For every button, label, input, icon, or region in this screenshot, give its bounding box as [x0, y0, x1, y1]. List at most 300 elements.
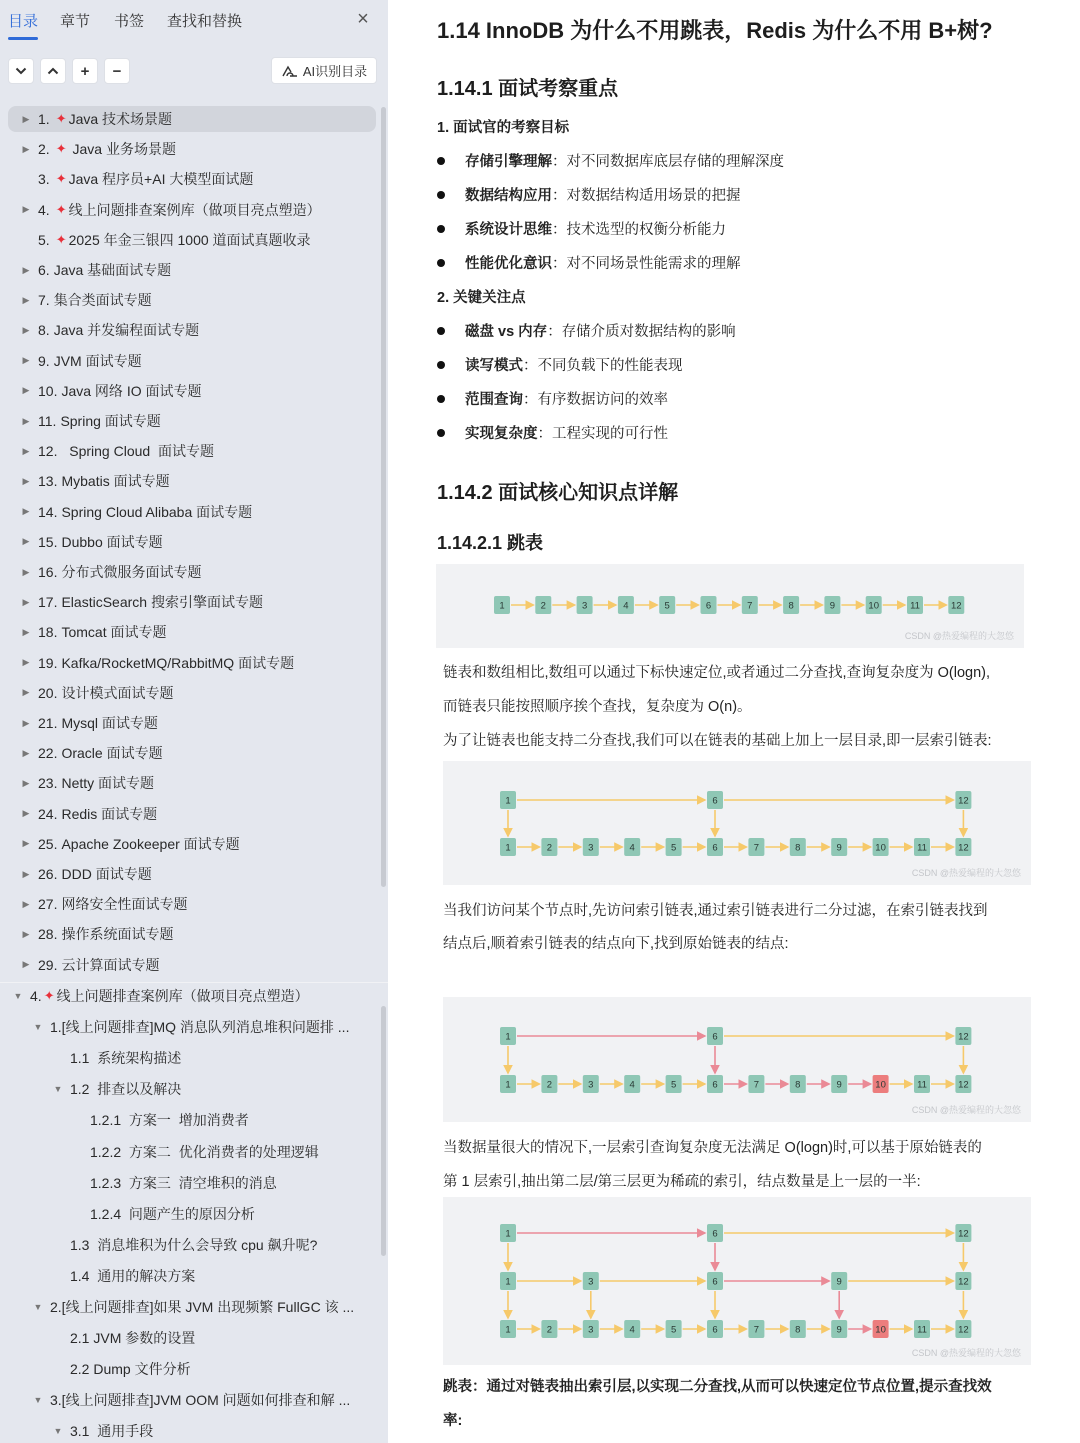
toc-item[interactable]: [12, 983, 309, 1009]
skiplist-node: [948, 596, 964, 614]
svg-text:4: 4: [629, 1324, 635, 1336]
caret-right-icon[interactable]: ▶: [22, 264, 30, 275]
toc-item[interactable]: [20, 197, 321, 223]
toc-item-label: 网络安全性面试专题: [61, 896, 188, 913]
watermark: CSDN @热爱编程的大忽悠: [911, 868, 1021, 878]
skiplist-node: [541, 1320, 557, 1338]
toc-item[interactable]: [20, 589, 263, 615]
toc-item-label: 3.1 通用手段: [70, 1423, 154, 1440]
bullet-term: 存储引擎理解: [465, 154, 552, 170]
toc-item-number: 15.: [38, 533, 58, 550]
skiplist-node: [783, 596, 799, 614]
svg-text:6: 6: [712, 1079, 718, 1091]
toc-item[interactable]: [52, 1325, 195, 1351]
caret-right-icon[interactable]: ▶: [22, 687, 30, 698]
toc-item-label: 1.2.1 方案一 增加消费者: [90, 1112, 249, 1129]
skiplist-node: [873, 838, 889, 856]
caret-right-icon[interactable]: ▶: [22, 415, 30, 426]
svg-text:3: 3: [588, 1079, 594, 1091]
paragraph: 而链表只能按照顺序挨个查找，复杂度为 O(n)。: [443, 699, 752, 715]
toc-item-number: 13.: [38, 473, 58, 490]
svg-text:11: 11: [917, 1324, 927, 1336]
toc-item-label: 线上问题排查案例库（做项目亮点塑造）: [68, 201, 321, 218]
caret-right-icon[interactable]: ▶: [22, 506, 30, 517]
caret-right-icon[interactable]: ▶: [22, 868, 30, 879]
toc-item[interactable]: [20, 529, 163, 555]
watermark: CSDN @热爱编程的大忽悠: [911, 1105, 1021, 1115]
toc-item-number: 18.: [38, 624, 58, 641]
svg-text:6: 6: [712, 1228, 718, 1240]
toc-item-label: JVM 面试专题: [53, 352, 142, 369]
skiplist-node: [577, 596, 593, 614]
pin-icon: ✦: [43, 988, 55, 1003]
tab-bookmarks[interactable]: 书签: [114, 13, 145, 30]
subheading-goals: 1. 面试官的考察目标: [437, 120, 570, 136]
caret-right-icon[interactable]: ▶: [22, 777, 30, 788]
bullet-item: [437, 184, 741, 205]
svg-text:5: 5: [670, 842, 677, 854]
chevron-down-icon: [15, 67, 27, 75]
caret-right-icon[interactable]: ▶: [22, 566, 30, 577]
paragraph: 链表和数组相比,数组可以通过下标快速定位,或者通过二分查找,查询复杂度为 O(logn),: [443, 665, 990, 681]
toc-item[interactable]: [20, 468, 170, 494]
caret-right-icon[interactable]: ▶: [22, 113, 30, 124]
svg-text:11: 11: [917, 842, 927, 854]
svg-text:4: 4: [629, 1079, 635, 1091]
toc-item[interactable]: [20, 770, 154, 796]
toc-item-label: 1.4 通用的解决方案: [70, 1267, 196, 1284]
svg-text:7: 7: [753, 1079, 760, 1091]
skiplist-figure-1: [436, 564, 1024, 648]
toc-item-label: 线上问题排查案例库（做项目亮点塑造）: [56, 988, 309, 1004]
bullet-icon: [437, 191, 445, 199]
caret-right-icon[interactable]: ▶: [22, 596, 30, 607]
skiplist-node: [748, 1320, 764, 1338]
toc-item-label: 1.2.4 问题产生的原因分析: [90, 1205, 255, 1222]
svg-text:2: 2: [546, 1324, 553, 1336]
skiplist-node: [955, 838, 971, 856]
toc-item-label: 3.[线上问题排查]JVM OOM 问题如何排查和解 ...: [50, 1392, 351, 1409]
skiplist-node: [624, 838, 640, 856]
toc-item-label: Oracle 面试专题: [61, 745, 163, 762]
skiplist-node: [707, 1075, 723, 1093]
caret-right-icon[interactable]: ▶: [22, 717, 30, 728]
svg-text:6: 6: [712, 1324, 718, 1336]
skiplist-node: [666, 1075, 682, 1093]
bullet-item: [437, 320, 736, 341]
toc-item-number: 10.: [38, 382, 58, 399]
bullet-desc: ：存储介质对数据结构的影响: [547, 324, 736, 340]
toc-item-label: Apache Zookeeper 面试专题: [61, 835, 240, 852]
skiplist-figure-2: [443, 761, 1031, 885]
toc-item[interactable]: [52, 1356, 191, 1382]
toc-item-label: Redis 面试专题: [61, 805, 158, 822]
svg-text:7: 7: [747, 600, 753, 612]
skiplist-node: [666, 838, 682, 856]
skiplist-figure-3: [443, 997, 1031, 1122]
remove-entry-button[interactable]: [104, 58, 130, 84]
toc-item[interactable]: [52, 1076, 181, 1102]
bullet-item: [437, 150, 784, 171]
caret-down-icon[interactable]: ▼: [33, 1302, 43, 1312]
caret-right-icon[interactable]: ▶: [22, 143, 30, 154]
svg-text:8: 8: [795, 842, 801, 854]
add-entry-button[interactable]: [72, 58, 98, 84]
watermark: CSDN @热爱编程的大忽悠: [911, 1348, 1021, 1358]
toc-scrollbar-bottom[interactable]: [381, 1006, 386, 1256]
svg-text:11: 11: [917, 1079, 927, 1091]
caret-down-icon[interactable]: ▼: [33, 1395, 43, 1406]
expand-all-button[interactable]: [8, 58, 34, 84]
toc-item-label: Spring Cloud Alibaba 面试专题: [61, 503, 253, 520]
toc-item[interactable]: [72, 1201, 255, 1227]
svg-text:6: 6: [712, 795, 718, 807]
toc-item[interactable]: [52, 1418, 153, 1443]
toc-item-number: 23.: [38, 775, 58, 792]
toc-item-number: 1.: [38, 111, 50, 127]
skiplist-node: [955, 1320, 971, 1338]
bullet-term: 系统设计思维: [465, 222, 552, 238]
bullet-icon: [437, 157, 445, 165]
bullet-icon: [437, 225, 445, 233]
skiplist-node: [831, 1320, 847, 1338]
pin-icon: ✦: [55, 141, 67, 157]
svg-text:3: 3: [581, 600, 588, 612]
toc-item-label: 分布式微服务面试专题: [61, 564, 202, 580]
toc-item[interactable]: [72, 1139, 319, 1165]
svg-text:8: 8: [788, 600, 794, 612]
toc-item-label: 1.1 系统架构描述: [70, 1050, 182, 1067]
skiplist-node: [500, 1075, 516, 1093]
svg-text:3: 3: [588, 1324, 594, 1336]
skiplist-node: [790, 838, 806, 856]
caret-right-icon[interactable]: ▶: [22, 536, 30, 547]
skiplist-node: [666, 1320, 682, 1338]
toc-item[interactable]: [72, 1107, 249, 1133]
svg-text:10: 10: [868, 600, 879, 612]
toc-item[interactable]: [72, 1170, 277, 1196]
svg-text:1: 1: [505, 1276, 511, 1288]
skiplist-node: [707, 1027, 723, 1045]
toc-item[interactable]: [20, 227, 311, 253]
plus-icon: +: [80, 62, 90, 80]
caret-right-icon[interactable]: ▶: [22, 355, 30, 366]
caret-right-icon[interactable]: ▶: [22, 626, 30, 637]
toc-item[interactable]: [32, 1294, 354, 1320]
bullet-desc: ：工程实现的可行性: [537, 426, 668, 442]
svg-text:10: 10: [875, 1324, 886, 1336]
skiplist-node: [955, 1027, 971, 1045]
toc-item-number: 28.: [38, 926, 58, 943]
toc-item-label: Mybatis 面试专题: [61, 473, 170, 490]
toc-item-label: ElasticSearch 搜索引擎面试专题: [61, 594, 263, 611]
ai-detect-toc-button[interactable]: [271, 57, 377, 84]
bullet-term: 读写模式: [465, 358, 523, 374]
toc-item[interactable]: [20, 499, 252, 525]
skiplist-node: [866, 596, 882, 614]
toc-item[interactable]: [52, 1232, 317, 1258]
toc-item-number: 3.: [38, 171, 50, 188]
pin-icon: ✦: [55, 171, 67, 187]
skiplist-node: [790, 1320, 806, 1338]
toc-item[interactable]: [8, 106, 376, 132]
svg-text:6: 6: [705, 600, 712, 612]
toc-item-label: DDD 面试专题: [61, 866, 152, 882]
toc-item-label: 1.2.3 方案三 清空堆积的消息: [90, 1174, 277, 1191]
toc-item[interactable]: [20, 438, 214, 464]
toc-item-label: 云计算面试专题: [61, 956, 160, 973]
toc-item[interactable]: [20, 740, 163, 766]
close-icon[interactable]: ×: [357, 8, 369, 30]
toc-item-number: 16.: [38, 564, 58, 580]
skiplist-figure-4: [443, 1197, 1031, 1365]
caret-down-icon[interactable]: ▼: [53, 1426, 63, 1437]
caret-right-icon[interactable]: ▶: [22, 324, 30, 335]
svg-text:10: 10: [875, 842, 886, 854]
toc-item[interactable]: [32, 1014, 349, 1040]
toc-item-label: Java 网络 IO 面试专题: [61, 382, 202, 399]
toc-item-number: 7.: [38, 292, 50, 309]
skiplist-node: [831, 1272, 847, 1290]
skiplist-node: [742, 596, 758, 614]
toc-item[interactable]: [20, 166, 253, 192]
toc-item[interactable]: [20, 801, 157, 827]
svg-text:12: 12: [958, 1324, 969, 1336]
toc-scrollbar-top[interactable]: [381, 107, 386, 887]
toc-item-label: Dubbo 面试专题: [61, 533, 163, 550]
toc-item-label: 2.2 Dump 文件分析: [70, 1361, 191, 1378]
toc-item[interactable]: [20, 136, 176, 162]
bullet-term: 性能优化意识: [465, 256, 552, 272]
svg-text:4: 4: [623, 600, 629, 612]
toc-item-number: 22.: [38, 745, 58, 762]
bullet-icon: [437, 259, 445, 267]
sidebar-tabs: [0, 0, 388, 46]
skiplist-node: [955, 1272, 971, 1290]
bullet-term: 实现复杂度: [465, 426, 538, 442]
toc-item-label: 2.1 JVM 参数的设置: [70, 1330, 196, 1347]
skiplist-node: [873, 1320, 889, 1338]
toc-item[interactable]: [20, 710, 158, 736]
toc-item[interactable]: [52, 1045, 181, 1071]
section-heading-1: 1.14.1 面试考察重点: [437, 78, 619, 100]
toc-item-label: Spring Cloud 面试专题: [61, 443, 214, 460]
caret-right-icon[interactable]: ▶: [22, 475, 30, 486]
skiplist-node: [583, 1075, 599, 1093]
toc-item-label: Netty 面试专题: [61, 775, 155, 792]
toc-item-label: Spring 面试专题: [60, 413, 161, 429]
svg-text:9: 9: [829, 600, 836, 612]
ai-detect-label: AI识别目录: [302, 64, 368, 79]
svg-text:5: 5: [670, 1324, 677, 1336]
toc-item-number: 24.: [38, 805, 58, 822]
section-heading-2: 1.14.2 面试核心知识点详解: [437, 482, 679, 504]
toc-item[interactable]: [20, 408, 161, 434]
svg-text:6: 6: [712, 1031, 718, 1043]
svg-text:12: 12: [958, 1276, 969, 1288]
bullet-item: [437, 252, 741, 273]
bullet-item: [437, 388, 668, 409]
skiplist-node: [748, 1075, 764, 1093]
bullet-icon: [437, 361, 445, 369]
paragraph-summary: 率:: [443, 1413, 463, 1429]
tab-find-replace[interactable]: 查找和替换: [167, 13, 243, 30]
skiplist-node: [873, 1075, 889, 1093]
svg-text:12: 12: [951, 600, 962, 612]
svg-text:1: 1: [499, 600, 505, 612]
svg-text:12: 12: [958, 795, 969, 807]
toc-item-number: 26.: [38, 866, 58, 882]
svg-text:2: 2: [540, 600, 546, 612]
toc-item[interactable]: [20, 831, 240, 857]
caret-right-icon[interactable]: ▶: [22, 204, 30, 215]
toc-item[interactable]: [20, 317, 199, 343]
bullet-item: [437, 354, 683, 375]
document-view: [388, 0, 1080, 1443]
toc-item-number: 6.: [38, 262, 50, 278]
bullet-desc: ：有序数据访问的效率: [523, 392, 668, 408]
caret-right-icon[interactable]: ▶: [22, 808, 30, 819]
caret-right-icon[interactable]: ▶: [22, 928, 30, 939]
toc-item-number: 11.: [38, 413, 57, 429]
caret-right-icon[interactable]: ▶: [22, 838, 30, 849]
toc-item-number: 8.: [38, 322, 50, 339]
caret-right-icon[interactable]: ▶: [22, 747, 30, 758]
toc-item[interactable]: [20, 559, 201, 585]
skiplist-node: [618, 596, 634, 614]
bullet-term: 范围查询: [465, 392, 523, 408]
svg-text:3: 3: [588, 842, 594, 854]
svg-text:1: 1: [505, 1228, 511, 1240]
toc-item-number: 5.: [38, 231, 50, 248]
toc-item-number: 14.: [38, 503, 58, 520]
toc-item[interactable]: [20, 619, 166, 645]
caret-right-icon[interactable]: ▶: [22, 898, 30, 909]
svg-text:10: 10: [875, 1079, 886, 1091]
toc-item[interactable]: [20, 952, 159, 978]
skiplist-node: [541, 1075, 557, 1093]
toc-item-number: 20.: [38, 684, 58, 701]
chevron-up-icon: [47, 67, 59, 75]
bullet-term: 数据结构应用: [465, 188, 552, 204]
toc-item[interactable]: [20, 861, 152, 887]
toc-item[interactable]: [20, 650, 294, 676]
toc-item-number: 9.: [38, 352, 50, 369]
svg-text:12: 12: [958, 842, 969, 854]
svg-text:12: 12: [958, 1228, 969, 1240]
paragraph: 结点后,顺着索引链表的结点向下,找到原始链表的结点:: [443, 936, 789, 952]
bullet-desc: ：对数据结构适用场景的把握: [552, 188, 741, 204]
skiplist-node: [831, 838, 847, 856]
svg-text:7: 7: [753, 1324, 760, 1336]
pin-icon: ✦: [55, 231, 67, 247]
caret-right-icon[interactable]: ▶: [22, 385, 30, 396]
collapse-all-button[interactable]: [40, 58, 66, 84]
subheading-skiplist: 1.14.2.1 跳表: [437, 533, 544, 553]
caret-right-icon[interactable]: ▶: [22, 294, 30, 305]
toc-item[interactable]: [20, 287, 152, 313]
toc-item[interactable]: [20, 348, 142, 374]
svg-text:8: 8: [795, 1324, 801, 1336]
toc-item-label: 2025 年金三银四 1000 道面试真题收录: [68, 231, 311, 248]
toc-item-label: 4.: [30, 988, 42, 1004]
skiplist-node: [748, 838, 764, 856]
skiplist-node: [831, 1075, 847, 1093]
skiplist-node: [914, 1320, 930, 1338]
caret-down-icon[interactable]: ▼: [53, 1084, 63, 1095]
toc-item[interactable]: [20, 891, 187, 917]
svg-text:5: 5: [670, 1079, 677, 1091]
paragraph: 当数据量很大的情况下,一层索引查询复杂度无法满足 O(logn)时,可以基于原始链表的: [443, 1140, 982, 1156]
skiplist-node: [707, 1272, 723, 1290]
svg-text:1: 1: [505, 795, 511, 807]
caret-down-icon[interactable]: ▼: [13, 991, 23, 1001]
toc-item[interactable]: [52, 1263, 195, 1289]
skiplist-node: [659, 596, 675, 614]
toc-item[interactable]: [20, 680, 173, 706]
toc-item-label: 1.2 排查以及解决: [70, 1081, 182, 1098]
caret-right-icon[interactable]: ▶: [22, 959, 30, 970]
toc-item[interactable]: [20, 257, 171, 283]
toc-item-label: Tomcat 面试专题: [61, 624, 167, 641]
bullet-desc: ：对不同场景性能需求的理解: [552, 256, 741, 272]
skiplist-node: [500, 1272, 516, 1290]
toc-item-label: Java 业务场景题: [68, 141, 176, 158]
toc-item-number: 25.: [38, 835, 58, 852]
caret-down-icon[interactable]: ▼: [33, 1022, 43, 1033]
tab-chapters[interactable]: 章节: [60, 13, 91, 30]
svg-text:1: 1: [505, 1079, 511, 1091]
toc-item-label: Java 技术场景题: [68, 111, 173, 127]
paragraph: 第 1 层索引,抽出第二层/第三层更为稀疏的索引，结点数量是上一层的一半:: [443, 1174, 921, 1190]
skiplist-node: [624, 1320, 640, 1338]
skiplist-node: [955, 1075, 971, 1093]
svg-text:5: 5: [664, 600, 670, 612]
svg-text:1: 1: [505, 1324, 511, 1336]
toc-item-number: 17.: [38, 594, 58, 611]
skiplist-node: [707, 838, 723, 856]
skiplist-node: [500, 791, 516, 809]
toc-item[interactable]: [20, 921, 173, 947]
skiplist-node: [955, 1224, 971, 1242]
svg-text:9: 9: [836, 842, 842, 854]
toc-item-label: 集合类面试专题: [53, 292, 152, 309]
subheading-focus: 2. 关键关注点: [437, 290, 526, 306]
bullet-item: [437, 422, 668, 443]
caret-right-icon[interactable]: ▶: [22, 445, 30, 456]
tab-toc[interactable]: 目录: [8, 10, 38, 31]
svg-text:9: 9: [836, 1276, 842, 1288]
skiplist-node: [583, 838, 599, 856]
toc-item-label: Java 基础面试专题: [53, 262, 172, 278]
toc-item[interactable]: [32, 1387, 350, 1413]
toc-item[interactable]: [20, 378, 202, 404]
toc-item-number: 4.: [38, 201, 50, 218]
toc-item-number: 27.: [38, 896, 58, 913]
minus-icon: −: [112, 62, 122, 80]
bullet-desc: ：技术选型的权衡分析能力: [552, 222, 726, 238]
skiplist-node: [500, 838, 516, 856]
skiplist-node: [907, 596, 923, 614]
skiplist-diagram: [443, 1197, 1031, 1365]
pin-icon: ✦: [55, 201, 67, 217]
svg-text:3: 3: [588, 1276, 594, 1288]
toc-item-number: 19.: [38, 654, 58, 671]
svg-text:2: 2: [546, 842, 553, 854]
toc-item-label: 1.[线上问题排查]MQ 消息队列消息堆积问题排 ...: [50, 1019, 350, 1036]
caret-right-icon[interactable]: ▶: [22, 657, 30, 668]
skiplist-node: [583, 1320, 599, 1338]
